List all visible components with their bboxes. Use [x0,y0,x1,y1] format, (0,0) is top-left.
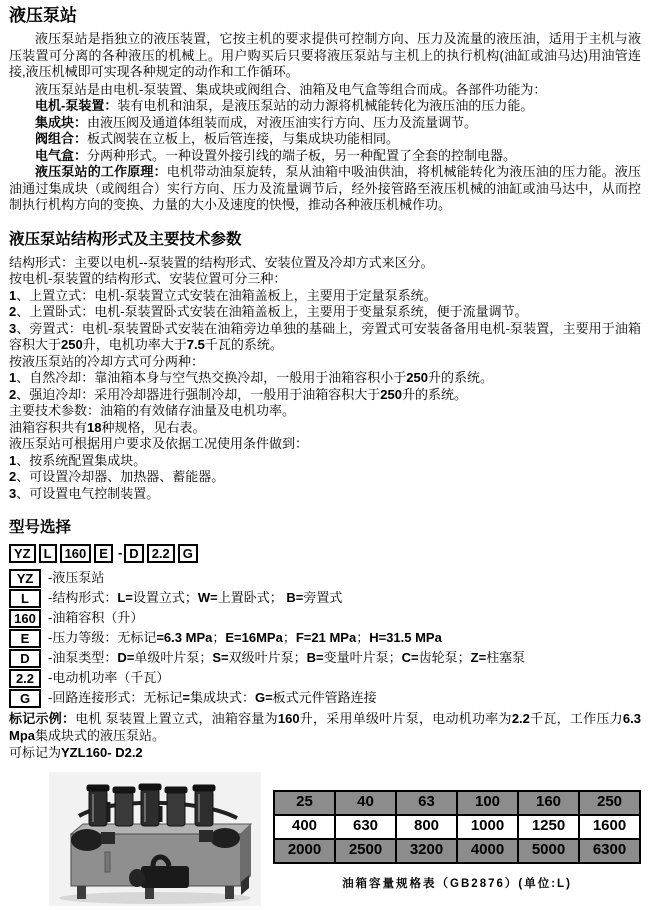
table-cell: 4000 [457,839,518,863]
table-cell: 2000 [274,839,335,863]
model-legend-text: -结构形式：L=设置立式；W=上置卧式； B=旁置式 [48,590,343,606]
structure-line: 结构形式：主要以电机--泵装置的结构形式、安装位置及冷却方式来区分。 [9,254,434,270]
component-label: 集成块： [35,114,88,130]
model-legend-box: E [9,629,41,648]
structure-line: 1、上置立式：电机-泵装置立式安装在油箱盖板上，主要用于定量泵系统。 [9,287,437,303]
section-heading-structure: 液压泵站结构形式及主要技术参数 [9,230,242,248]
model-legend-text: -油箱容积（升） [48,610,144,626]
component-text: 分两种形式。一种设置外接引线的端子板，另一种配置了全套的控制电器。 [87,147,517,163]
structure-line: 主要技术参数：油箱的有效储存油量及电机功率。 [9,403,296,418]
table-cell: 3200 [396,839,457,863]
model-legend-box: 160 [9,609,41,628]
structure-line: 油箱容积共有18种规格，见右表。 [9,419,206,435]
structure-line: 液压泵站可根据用户要求及依据工况使用条件做到： [9,436,309,451]
model-code-box: 2.2 [147,544,175,563]
intro-paragraph-2: 液压泵站是由电机-泵装置、集成块或阀组合、油箱及电气盒等组合而成。各部件功能为： [35,81,547,97]
model-code-box: D [124,544,143,563]
component-electric-box [9,148,641,165]
spec-table-area [273,772,641,893]
model-legend-text: -油泵类型：D=单级叶片泵；S=双级叶片泵；B=变量叶片泵；C=齿轮泵；Z=柱塞泵 [48,650,526,666]
table-row [274,791,640,815]
table-cell: 800 [396,815,457,839]
model-legend-row [9,589,641,608]
model-legend-text: -回路连接形式：无标记=集成块式：G=板式元件管路连接 [48,690,377,706]
table-cell: 1600 [579,815,640,839]
model-legend-row [9,629,641,648]
model-legend-text: -液压泵站 [48,570,105,586]
component-text: 电机带动油泵旋转，泵从油箱中吸油供油，将机械能转化为液压油的压力能。液压油通过集成块（或阀组合）实行方向、压力及流量调节后，经外接管路至液压机械的油缸或油马达中，从而控制执行机构方向的变换、力量的大小及速度的快慢，推动各种液压机械作功。 [9,164,641,212]
component-valve-group [9,131,641,148]
structure-line: 按液压泵站的冷却方式可分两种： [9,353,205,369]
table-row [274,839,640,863]
model-code-row [9,543,641,563]
page-title: 液压泵站 [9,6,77,25]
model-legend-row [9,609,641,628]
model-legend-text: -电动机功率（千瓦） [48,670,170,686]
table-cell: 100 [457,791,518,815]
model-legend-box: D [9,649,41,668]
structure-line: 2、可设置冷却器、加热器、蓄能器。 [9,469,225,484]
model-legend-row [9,669,641,688]
component-working-principle [9,164,641,214]
structure-line: 1、自然冷却：靠油箱本身与空气热交换冷却，一般用于油箱容积小于250升的系统。 [9,370,493,385]
table-caption: 油箱容量规格表（GB2876）(单位:L) [342,877,572,890]
component-text: 装有电机和油泵，是液压泵站的动力源将机械能转化为液压油的压力能。 [117,98,534,113]
table-cell: 1000 [457,815,518,839]
section-heading-model: 型号选择 [9,519,72,536]
model-legend-text: -压力等级：无标记=6.3 MPa；E=16MPa；F=21 MPa；H=31.5 MPa [48,630,442,646]
model-legend-box: L [9,589,41,608]
table-cell: 5000 [518,839,579,863]
structure-line: 2、上置卧式：电机-泵装置卧式安装在油箱盖板上，主要用于变量泵系统，便于流量调节。 [9,304,528,319]
table-cell: 250 [579,791,640,815]
table-cell: 160 [518,791,579,815]
model-code-box: G [178,544,198,563]
tank-capacity-table [273,790,641,864]
model-code-box: E [94,544,113,563]
model-legend-box: G [9,689,41,708]
table-cell: 2500 [335,839,396,863]
marking-example-label: 标记示例： [9,711,76,727]
marking-example [9,711,641,744]
table-cell: 1250 [518,815,579,839]
footer-area [9,772,641,910]
component-label: 电气盒： [35,147,88,163]
component-label: 阀组合： [35,131,88,146]
model-legend-row [9,569,641,588]
structure-line: 按电机-泵装置的结构形式、安装位置可分三种： [9,271,287,286]
component-label: 电机-泵装置： [35,98,118,113]
component-text: 板式阀装在立板上，板后管连接，与集成块功能相同。 [87,131,400,146]
table-cell: 630 [335,815,396,839]
table-row [274,815,640,839]
model-code-box: YZ [9,544,36,563]
structure-line: 3、可设置电气控制装置。 [9,485,160,501]
table-cell: 63 [396,791,457,815]
table-cell: 400 [274,815,335,839]
model-legend-row [9,649,641,668]
model-code-dash: - [117,545,123,560]
pump-station-illustration [49,772,261,906]
pump-station-photo [49,772,261,910]
table-cell: 25 [274,791,335,815]
structure-line: 2、强迫冷却：采用冷却器进行强制冷却，一般用于油箱容积大于250升的系统。 [9,386,467,402]
structure-line: 1、按系统配置集成块。 [9,452,147,468]
model-code-box: 160 [60,544,92,563]
intro-paragraph-1: 液压泵站是指独立的液压装置，它按主机的要求提供可控制方向、压力及流量的液压油，适用于主机与液压装置可分离的各种液压的机械上。用户购买后只要将液压泵站与主机上的执行机构(油缸或油马达)用油管连接,液压机械即可实现各种规定的动作和工作循环。 [9,31,641,79]
component-text: 由液压阀及通道体组装而成，对液压油实行方向、压力及流量调节。 [87,114,478,130]
model-legend-row [9,689,641,708]
marking-example-text: 电机 泵装置上置立式，油箱容量为160升，采用单级叶片泵，电动机功率为2.2千瓦，工作压力6.3 Mpa集成块式的液压泵站。 [9,711,641,743]
component-manifold [9,115,641,132]
component-label: 液压泵站的工作原理： [35,164,167,179]
structure-line: 3、旁置式：电机-泵装置卧式安装在油箱旁边单独的基础上，旁置式可安装备备用电机-泵装置，主要用于油箱容积大于250升，电机功率大于7.5千瓦的系统。 [9,320,641,352]
model-legend-box: YZ [9,569,41,588]
component-motor-pump [9,98,641,115]
marking-example-code: 可标记为YZL160- D2.2 [9,745,143,761]
table-cell: 6300 [579,839,640,863]
model-legend-box: 2.2 [9,669,41,688]
model-code-box: L [39,544,57,563]
table-cell: 40 [335,791,396,815]
